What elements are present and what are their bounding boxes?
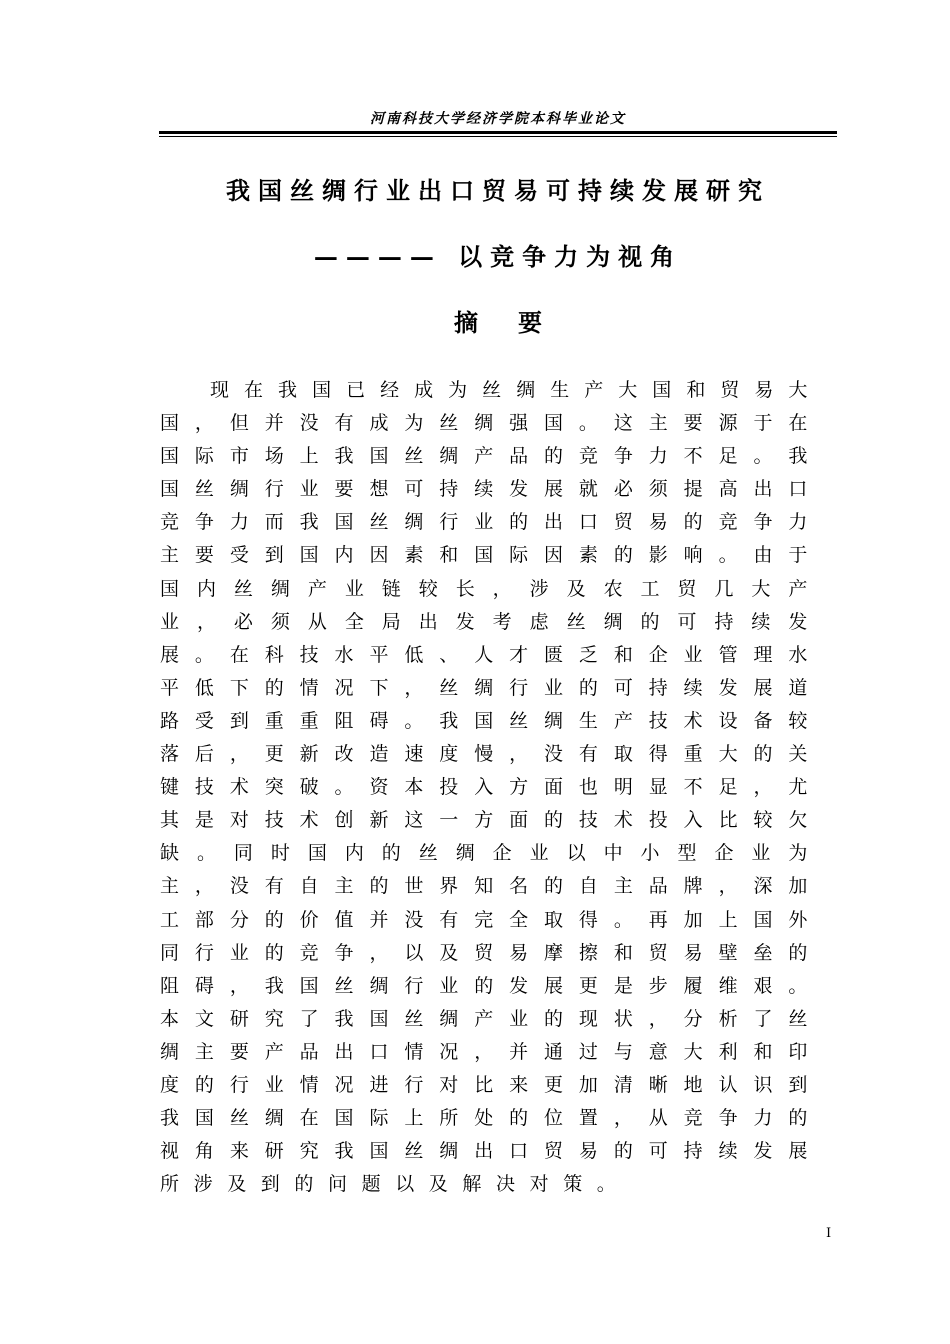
header-rule-thick [159,131,837,134]
thesis-title: 我国丝绸行业出口贸易可持续发展研究 [226,176,770,205]
abstract-heading-left: 摘 [454,308,478,337]
running-header: 河南科技大学经济学院本科毕业论文 [370,111,626,127]
thesis-subtitle: ———— 以竞争力为视角 [313,242,683,271]
abstract-heading [160,308,836,338]
page-number: I [826,1226,832,1241]
abstract-paragraph: 现在我国已经成为丝绸生产大国和贸易大国，但并没有成为丝绸强国。这主要源于在国际市场上我国丝绸产品的竞争力不足。我国丝绸行业要想可持续发展就必须提高出口竞争力而我国丝绸行业的出口贸易的竞争力主要受到国内因素和国际因素的影响。由于国内丝绸产业链较长，涉及农工贸几大产业，必须从全局出发考虑丝绸的可持续发展。在科技水平低、人才匮乏和企业管理水平低下的情况下，丝绸行业的可持续发展道路受到重重阻碍。我国丝绸生产技术设备较落后，更新改造速度慢，没有取得重大的关键技术突破。资本投入方面也明显不足，尤其是对技术创新这一方面的技术投入比较欠缺。同时国内的丝绸企业以中小型企业为主，没有自主的世界知名的自主品牌，深加工部分的价值并没有完全取得。再加上国外同行业的竞争，以及贸易摩擦和贸易壁垒的阻碍，我国丝绸行业的发展更是步履维艰。本文研究了我国丝绸产业的现状，分析了丝绸主要产品出口情况，并通过与意大利和印度的行业情况进行对比来更加清晰地认识到我国丝绸在国际上所处的位置，从竞争力的视角来研究我国丝绸出口贸易的可持续发展所涉及到的问题以及解决对策。 [160,379,822,1196]
abstract-heading-right: 要 [518,308,542,337]
header-rule-thin [159,136,837,137]
